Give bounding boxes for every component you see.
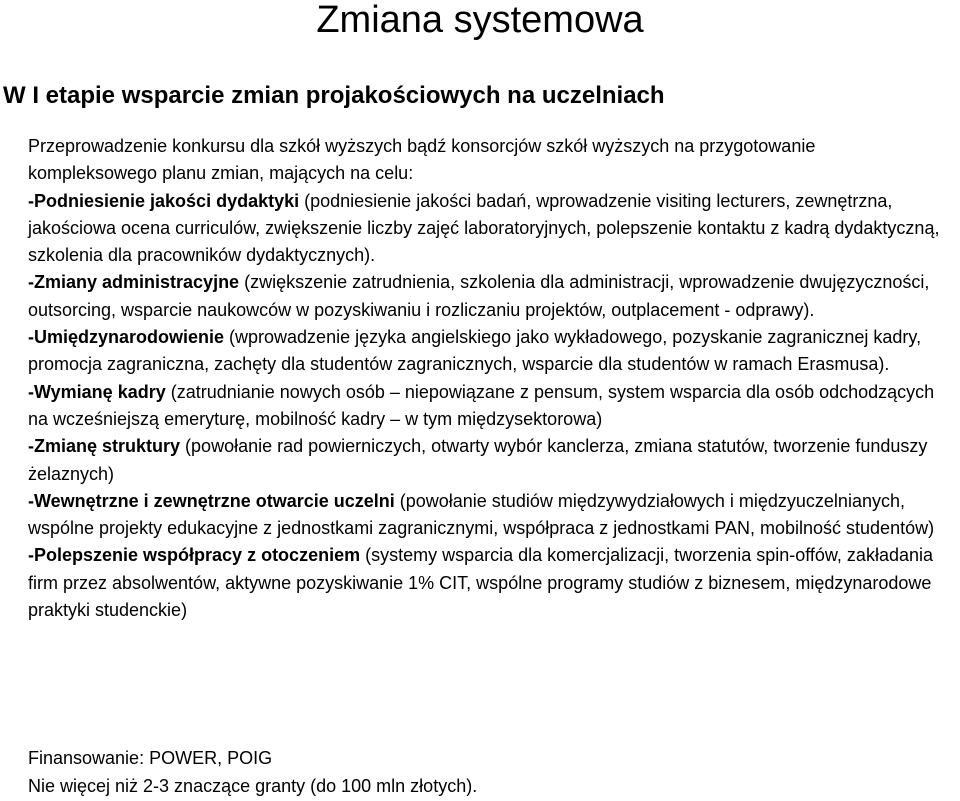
content-body	[28, 133, 948, 624]
item-heading: -Zmianę struktury	[28, 436, 181, 457]
list-item	[28, 488, 948, 543]
item-text: (powołanie studiów międzywydziałowych i międzyuczelnianych, wspólne projekty edukacyjne z jednostkami zagranicznymi, współpraca z jednostkami PAN, mobilność studentów)	[28, 490, 935, 539]
item-heading: -Polepszenie współpracy z otoczeniem	[28, 545, 361, 566]
financing-line: Finansowanie: POWER, POIG	[28, 748, 273, 768]
subtitle: W I etapie wsparcie zmian projakościowych na uczelniach	[3, 82, 665, 109]
item-heading: -Zmiany administracyjne	[28, 272, 240, 293]
list-item	[28, 188, 948, 270]
page-title: Zmiana systemowa	[316, 0, 644, 41]
item-text: (podniesienie jakości badań, wprowadzenie visiting lecturers, zewnętrzna, jakościowa ocena curriculów, zwiększenie liczby zajęć laboratoryjnych, polepszenie kontaktu z kadrą dydaktyczną, szkolenia dla pracowników dydaktycznych).	[28, 190, 940, 266]
item-heading: -Wymianę kadry	[28, 381, 166, 402]
list-item	[28, 324, 948, 379]
item-heading: -Podniesienie jakości dydaktyki	[28, 190, 300, 211]
item-text: (wprowadzenie języka angielskiego jako wykładowego, pozyskanie zagranicznej kadry, promocja zagraniczna, zachęty dla studentów zagranicznych, wsparcie dla studentów w ramach Erasmusa).	[28, 327, 922, 375]
intro-paragraph: Przeprowadzenie konkursu dla szkół wyższych bądź konsorcjów szkół wyższych na przygotowanie kompleksowego planu zmian, mających na celu:	[28, 136, 816, 184]
list-item	[28, 433, 948, 488]
grants-line: Nie więcej niż 2-3 znaczące granty (do 100 mln złotych).	[28, 776, 478, 796]
footer	[28, 744, 948, 800]
list-item	[28, 542, 948, 624]
item-heading: -Wewnętrzne i zewnętrzne otwarcie uczelni	[28, 490, 395, 511]
item-text: (zatrudnianie nowych osób – niepowiązane z pensum, system wsparcia dla osób odchodzących na wcześniejszą emeryturę, mobilność kadry – w tym międzysektorowa)	[28, 381, 935, 429]
list-item	[28, 379, 948, 434]
item-text: (zwiększenie zatrudnienia, szkolenia dla administracji, wprowadzenie dwujęzyczności, outsorcing, wsparcie naukowców w pozyskiwaniu i rozliczaniu projektów, outplacement - odprawy).	[28, 272, 930, 320]
list-item	[28, 269, 948, 324]
item-text: (systemy wsparcia dla komercjalizacji, tworzenia spin-offów, zakładania firm przez absolwentów, aktywne pozyskiwanie 1% CIT, wspólne programy studiów z biznesem, międzynarodowe praktyki studenckie)	[28, 545, 933, 621]
item-heading: -Umiędzynarodowienie	[28, 327, 225, 348]
item-text: (powołanie rad powierniczych, otwarty wybór kanclerza, zmiana statutów, tworzenie funduszy żelaznych)	[28, 436, 928, 484]
